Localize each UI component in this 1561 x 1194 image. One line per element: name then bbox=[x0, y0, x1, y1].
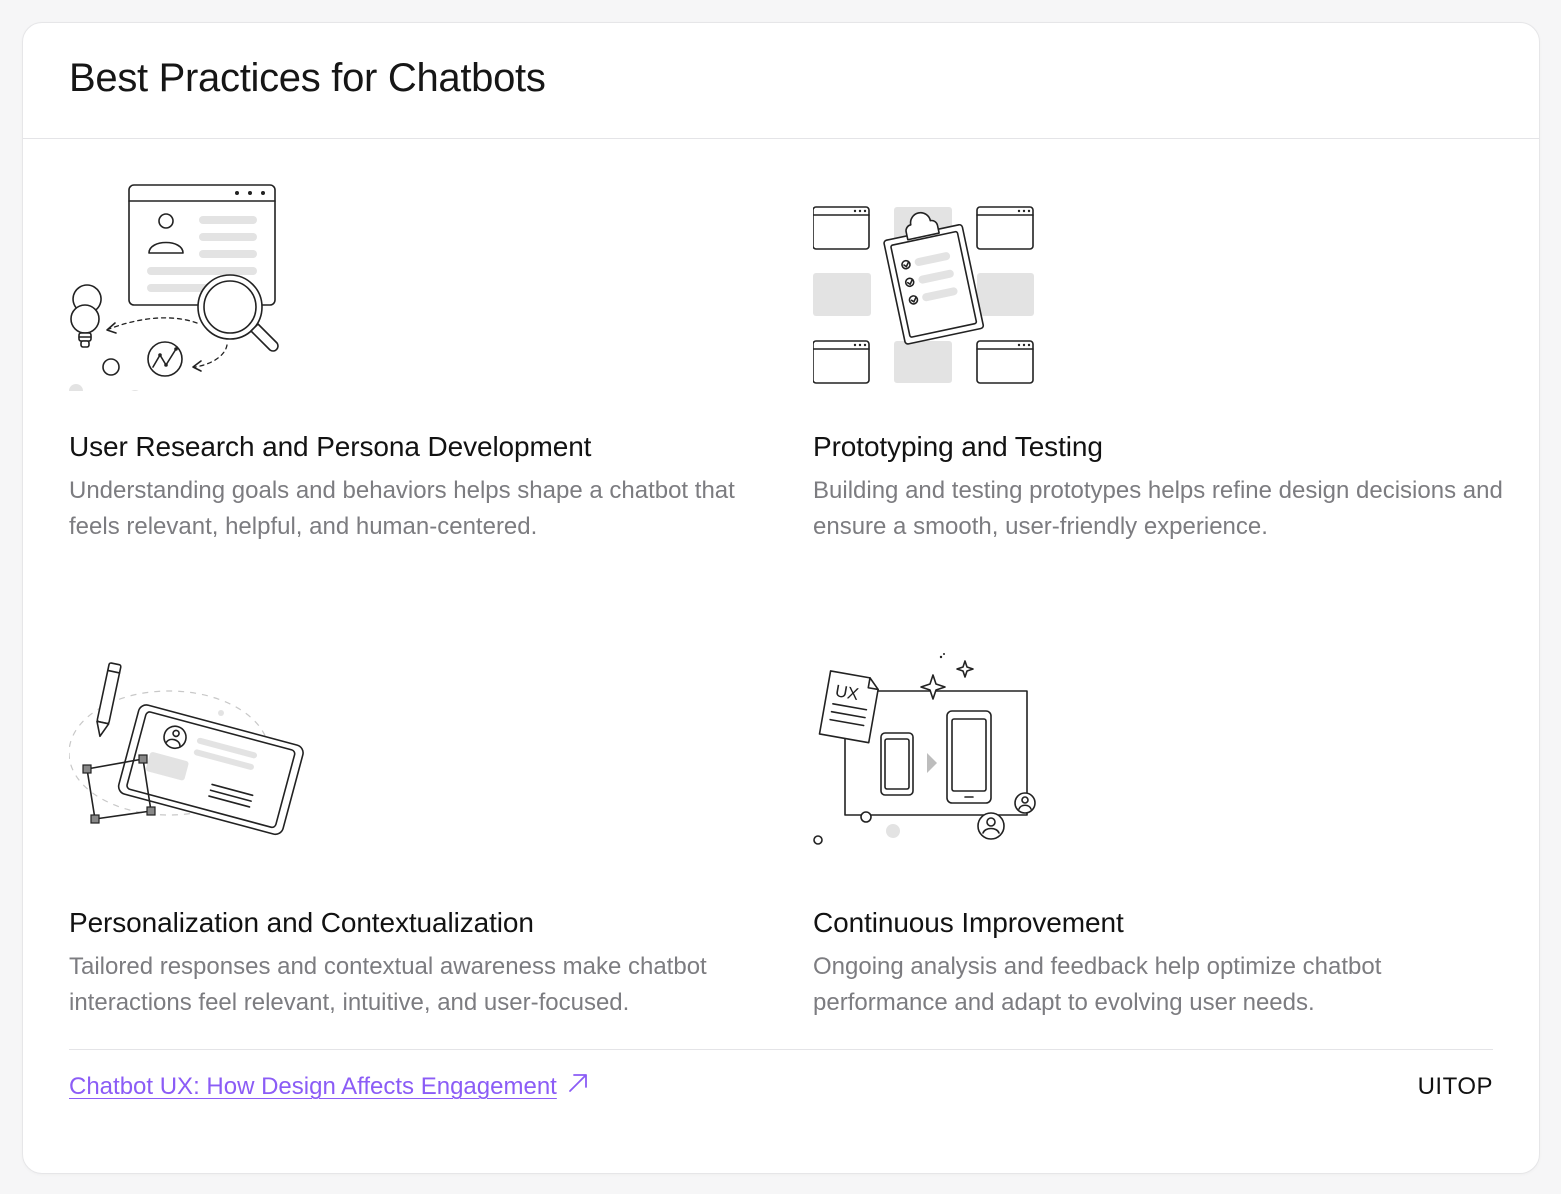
practice-title: User Research and Persona Development bbox=[69, 431, 592, 462]
personalization-illustration bbox=[69, 643, 309, 843]
user-research-illustration bbox=[69, 161, 289, 391]
practice-title: Prototyping and Testing bbox=[813, 431, 1103, 462]
practice-continuous-improvement bbox=[813, 643, 1503, 1043]
practice-description: Building and testing prototypes helps refine design decisions and ensure a smooth, user-friendly experience. bbox=[813, 477, 1503, 540]
card-header bbox=[23, 23, 1539, 139]
continuous-improvement-illustration bbox=[813, 643, 1053, 853]
practice-title: Continuous Improvement bbox=[813, 907, 1124, 938]
practice-user-research bbox=[69, 161, 759, 561]
footer-divider bbox=[69, 1049, 1493, 1050]
best-practices-card bbox=[22, 22, 1540, 1174]
ux-doc-label: UX bbox=[833, 681, 861, 705]
article-link-label: Chatbot UX: How Design Affects Engagement bbox=[69, 1073, 557, 1100]
practice-title: Personalization and Contextualization bbox=[69, 907, 534, 938]
arrow-up-right-icon bbox=[567, 1072, 589, 1094]
practice-description: Understanding goals and behaviors helps shape a chatbot that feels relevant, helpful, and human-centered. bbox=[69, 477, 735, 540]
brand-logo: UITOP bbox=[1417, 1073, 1493, 1100]
practice-description: Ongoing analysis and feedback help optimize chatbot performance and adapt to evolving user needs. bbox=[813, 953, 1382, 1016]
practice-description: Tailored responses and contextual awareness make chatbot interactions feel relevant, intuitive, and user-focused. bbox=[69, 953, 707, 1016]
page-title: Best Practices for Chatbots bbox=[69, 56, 546, 100]
practice-personalization bbox=[69, 643, 759, 1043]
article-link[interactable] bbox=[69, 1073, 589, 1101]
prototyping-illustration bbox=[813, 181, 1039, 391]
practice-prototyping bbox=[813, 161, 1503, 561]
